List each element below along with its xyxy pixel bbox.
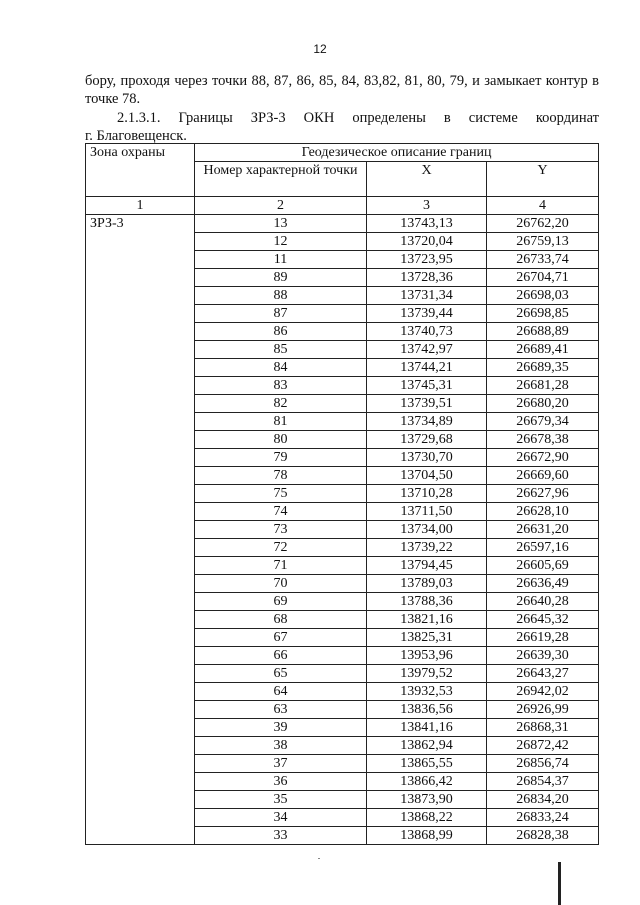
- point-number-cell: 82: [195, 395, 367, 413]
- x-coordinate-cell: 13841,16: [367, 719, 487, 737]
- x-coordinate-cell: 13744,21: [367, 359, 487, 377]
- point-number-cell: 80: [195, 431, 367, 449]
- point-number-cell: 66: [195, 647, 367, 665]
- y-coordinate-cell: 26828,38: [487, 827, 599, 845]
- y-coordinate-cell: 26631,20: [487, 521, 599, 539]
- x-coordinate-cell: 13743,13: [367, 215, 487, 233]
- x-coordinate-cell: 13723,95: [367, 251, 487, 269]
- x-coordinate-cell: 13731,34: [367, 287, 487, 305]
- point-number-cell: 36: [195, 773, 367, 791]
- y-coordinate-cell: 26698,85: [487, 305, 599, 323]
- header-zone: Зона охраны: [86, 144, 195, 197]
- y-coordinate-cell: 26688,89: [487, 323, 599, 341]
- point-number-cell: 73: [195, 521, 367, 539]
- x-coordinate-cell: 13729,68: [367, 431, 487, 449]
- point-number-cell: 13: [195, 215, 367, 233]
- y-coordinate-cell: 26698,03: [487, 287, 599, 305]
- paragraph-section-city: г. Благовещенск.: [85, 128, 187, 144]
- y-coordinate-cell: 26942,02: [487, 683, 599, 701]
- point-number-cell: 33: [195, 827, 367, 845]
- x-coordinate-cell: 13932,53: [367, 683, 487, 701]
- x-coordinate-cell: 13836,56: [367, 701, 487, 719]
- y-coordinate-cell: 26669,60: [487, 467, 599, 485]
- x-coordinate-cell: 13794,45: [367, 557, 487, 575]
- y-coordinate-cell: 26704,71: [487, 269, 599, 287]
- x-coordinate-cell: 13788,36: [367, 593, 487, 611]
- point-number-cell: 89: [195, 269, 367, 287]
- paragraph-continuation: бору, проходя через точки 88, 87, 86, 85, 84, 83,82, 81, 80, 79, и замыкает контур в точке 78.: [85, 73, 599, 107]
- y-coordinate-cell: 26636,49: [487, 575, 599, 593]
- point-number-cell: 70: [195, 575, 367, 593]
- x-coordinate-cell: 13821,16: [367, 611, 487, 629]
- scan-edge-mark: [558, 862, 561, 905]
- x-coordinate-cell: 13873,90: [367, 791, 487, 809]
- header-point-number: Номер характерной точки: [195, 162, 367, 197]
- x-coordinate-cell: 13868,22: [367, 809, 487, 827]
- x-coordinate-cell: 13711,50: [367, 503, 487, 521]
- x-coordinate-cell: 13728,36: [367, 269, 487, 287]
- point-number-cell: 37: [195, 755, 367, 773]
- y-coordinate-cell: 26868,31: [487, 719, 599, 737]
- y-coordinate-cell: 26672,90: [487, 449, 599, 467]
- y-coordinate-cell: 26926,99: [487, 701, 599, 719]
- y-coordinate-cell: 26834,20: [487, 791, 599, 809]
- table-body: [86, 215, 599, 845]
- point-number-cell: 38: [195, 737, 367, 755]
- x-coordinate-cell: 13979,52: [367, 665, 487, 683]
- y-coordinate-cell: 26733,74: [487, 251, 599, 269]
- point-number-cell: 79: [195, 449, 367, 467]
- point-number-cell: 83: [195, 377, 367, 395]
- y-coordinate-cell: 26680,20: [487, 395, 599, 413]
- point-number-cell: 88: [195, 287, 367, 305]
- table-row: [86, 215, 599, 233]
- y-coordinate-cell: 26679,34: [487, 413, 599, 431]
- x-coordinate-cell: 13825,31: [367, 629, 487, 647]
- x-coordinate-cell: 13710,28: [367, 485, 487, 503]
- y-coordinate-cell: 26643,27: [487, 665, 599, 683]
- y-coordinate-cell: 26854,37: [487, 773, 599, 791]
- point-number-cell: 35: [195, 791, 367, 809]
- y-coordinate-cell: 26872,42: [487, 737, 599, 755]
- point-number-cell: 72: [195, 539, 367, 557]
- point-number-cell: 65: [195, 665, 367, 683]
- point-number-cell: 86: [195, 323, 367, 341]
- x-coordinate-cell: 13866,42: [367, 773, 487, 791]
- point-number-cell: 63: [195, 701, 367, 719]
- paragraph-section-heading: 2.1.3.1. Границы ЗРЗ-3 ОКН определены в системе координат: [117, 110, 599, 126]
- x-coordinate-cell: 13734,89: [367, 413, 487, 431]
- y-coordinate-cell: 26762,20: [487, 215, 599, 233]
- point-number-cell: 78: [195, 467, 367, 485]
- y-coordinate-cell: 26645,32: [487, 611, 599, 629]
- x-coordinate-cell: 13868,99: [367, 827, 487, 845]
- y-coordinate-cell: 26689,41: [487, 341, 599, 359]
- col-num-3: 3: [367, 197, 487, 215]
- x-coordinate-cell: 13862,94: [367, 737, 487, 755]
- header-y: Y: [487, 162, 599, 197]
- point-number-cell: 69: [195, 593, 367, 611]
- x-coordinate-cell: 13865,55: [367, 755, 487, 773]
- point-number-cell: 12: [195, 233, 367, 251]
- y-coordinate-cell: 26627,96: [487, 485, 599, 503]
- y-coordinate-cell: 26619,28: [487, 629, 599, 647]
- x-coordinate-cell: 13742,97: [367, 341, 487, 359]
- x-coordinate-cell: 13720,04: [367, 233, 487, 251]
- col-num-2: 2: [195, 197, 367, 215]
- y-coordinate-cell: 26628,10: [487, 503, 599, 521]
- point-number-cell: 34: [195, 809, 367, 827]
- y-coordinate-cell: 26597,16: [487, 539, 599, 557]
- y-coordinate-cell: 26639,30: [487, 647, 599, 665]
- zone-name-cell: ЗРЗ-3: [86, 215, 195, 845]
- coordinates-table: [85, 143, 599, 845]
- scan-speck: [318, 858, 320, 859]
- point-number-cell: 39: [195, 719, 367, 737]
- col-num-1: 1: [86, 197, 195, 215]
- x-coordinate-cell: 13739,22: [367, 539, 487, 557]
- x-coordinate-cell: 13739,44: [367, 305, 487, 323]
- point-number-cell: 74: [195, 503, 367, 521]
- point-number-cell: 75: [195, 485, 367, 503]
- point-number-cell: 67: [195, 629, 367, 647]
- x-coordinate-cell: 13745,31: [367, 377, 487, 395]
- page-number: 12: [313, 42, 327, 56]
- point-number-cell: 85: [195, 341, 367, 359]
- point-number-cell: 87: [195, 305, 367, 323]
- col-num-4: 4: [487, 197, 599, 215]
- y-coordinate-cell: 26678,38: [487, 431, 599, 449]
- point-number-cell: 68: [195, 611, 367, 629]
- x-coordinate-cell: 13953,96: [367, 647, 487, 665]
- y-coordinate-cell: 26640,28: [487, 593, 599, 611]
- y-coordinate-cell: 26833,24: [487, 809, 599, 827]
- y-coordinate-cell: 26681,28: [487, 377, 599, 395]
- x-coordinate-cell: 13734,00: [367, 521, 487, 539]
- y-coordinate-cell: 26856,74: [487, 755, 599, 773]
- y-coordinate-cell: 26689,35: [487, 359, 599, 377]
- x-coordinate-cell: 13789,03: [367, 575, 487, 593]
- header-x: X: [367, 162, 487, 197]
- x-coordinate-cell: 13704,50: [367, 467, 487, 485]
- y-coordinate-cell: 26605,69: [487, 557, 599, 575]
- x-coordinate-cell: 13739,51: [367, 395, 487, 413]
- point-number-cell: 84: [195, 359, 367, 377]
- point-number-cell: 11: [195, 251, 367, 269]
- point-number-cell: 64: [195, 683, 367, 701]
- point-number-cell: 81: [195, 413, 367, 431]
- x-coordinate-cell: 13740,73: [367, 323, 487, 341]
- header-geodetic: Геодезическое описание границ: [195, 144, 599, 162]
- x-coordinate-cell: 13730,70: [367, 449, 487, 467]
- y-coordinate-cell: 26759,13: [487, 233, 599, 251]
- point-number-cell: 71: [195, 557, 367, 575]
